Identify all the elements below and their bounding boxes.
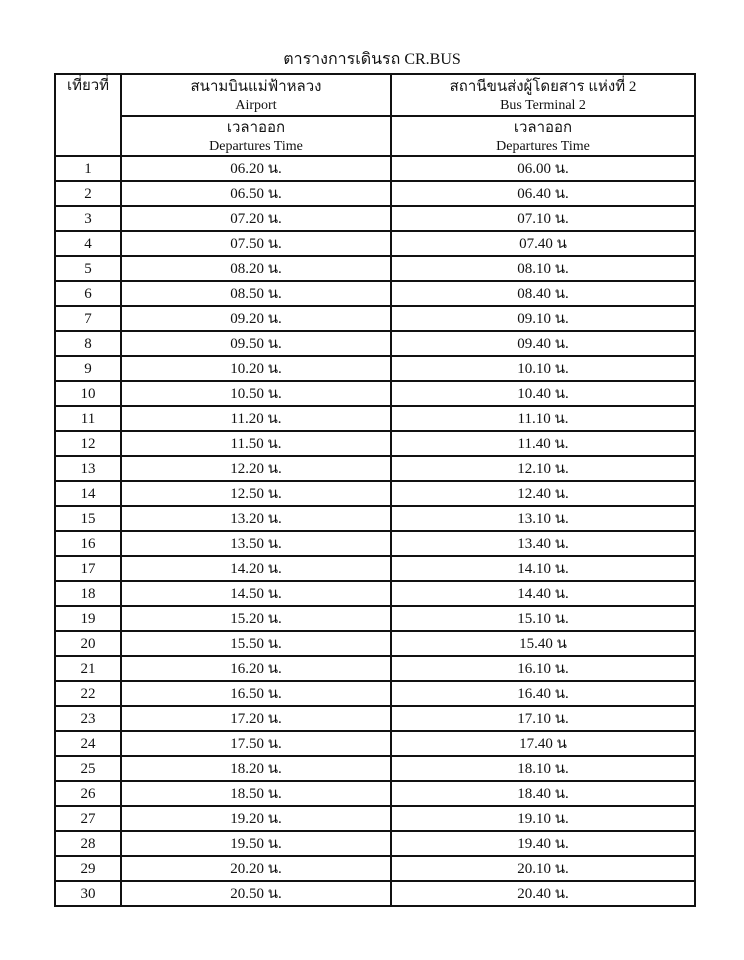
airport-departure-cell: 16.20 น. — [121, 656, 391, 681]
table-row — [55, 781, 695, 806]
airport-departure-thai: เวลาออก — [226, 119, 286, 136]
airport-departure-cell: 15.20 น. — [121, 606, 391, 631]
airport-departure-cell: 10.20 น. — [121, 356, 391, 381]
terminal-departure-cell: 07.40 น — [391, 231, 695, 256]
terminal-departure-cell: 18.10 น. — [391, 756, 695, 781]
terminal-departure-cell: 11.10 น. — [391, 406, 695, 431]
table-row — [55, 481, 695, 506]
table-row — [55, 306, 695, 331]
table-row — [55, 381, 695, 406]
terminal-departure-cell: 10.40 น. — [391, 381, 695, 406]
airport-departure-cell: 06.20 น. — [121, 156, 391, 181]
trip-number-cell: 6 — [55, 281, 121, 306]
table-row — [55, 256, 695, 281]
trip-number-cell: 16 — [55, 531, 121, 556]
airport-departure-cell: 13.20 น. — [121, 506, 391, 531]
airport-departure-cell: 13.50 น. — [121, 531, 391, 556]
trip-number-cell: 20 — [55, 631, 121, 656]
terminal-departure-cell: 13.10 น. — [391, 506, 695, 531]
table-row — [55, 456, 695, 481]
table-row — [55, 531, 695, 556]
airport-departure-cell: 17.20 น. — [121, 706, 391, 731]
terminal-departure-cell: 14.40 น. — [391, 581, 695, 606]
trip-number-cell: 1 — [55, 156, 121, 181]
trip-number-cell: 2 — [55, 181, 121, 206]
terminal-departure-cell: 11.40 น. — [391, 431, 695, 456]
trip-number-cell: 3 — [55, 206, 121, 231]
terminal-departure-cell: 20.10 น. — [391, 856, 695, 881]
trip-number-cell: 9 — [55, 356, 121, 381]
trip-number-cell: 8 — [55, 331, 121, 356]
trip-number-cell: 10 — [55, 381, 121, 406]
trip-number-cell: 24 — [55, 731, 121, 756]
terminal-column-header — [391, 74, 695, 116]
table-row — [55, 706, 695, 731]
terminal-departure-cell: 09.40 น. — [391, 331, 695, 356]
terminal-departure-cell: 07.10 น. — [391, 206, 695, 231]
airport-departure-cell: 11.50 น. — [121, 431, 391, 456]
airport-departure-cell: 08.20 น. — [121, 256, 391, 281]
table-row — [55, 681, 695, 706]
bus-schedule-table — [54, 73, 696, 907]
table-row — [55, 231, 695, 256]
table-row — [55, 756, 695, 781]
airport-departure-cell: 19.50 น. — [121, 831, 391, 856]
airport-departure-cell: 09.20 น. — [121, 306, 391, 331]
terminal-departure-thai: เวลาออก — [513, 119, 573, 136]
trip-number-cell: 4 — [55, 231, 121, 256]
airport-departure-cell: 12.50 น. — [121, 481, 391, 506]
header-row-departures — [55, 116, 695, 156]
terminal-departure-cell: 12.40 น. — [391, 481, 695, 506]
trip-number-cell: 27 — [55, 806, 121, 831]
terminal-departure-cell: 17.10 น. — [391, 706, 695, 731]
table-row — [55, 731, 695, 756]
terminal-departure-cell: 18.40 น. — [391, 781, 695, 806]
trip-number-cell: 29 — [55, 856, 121, 881]
trip-number-cell: 15 — [55, 506, 121, 531]
airport-column-header — [121, 74, 391, 116]
terminal-departure-cell: 15.40 น — [391, 631, 695, 656]
table-row — [55, 656, 695, 681]
airport-departure-cell: 07.50 น. — [121, 231, 391, 256]
terminal-departure-cell: 06.00 น. — [391, 156, 695, 181]
table-row — [55, 181, 695, 206]
terminal-departure-cell: 17.40 น — [391, 731, 695, 756]
airport-departure-cell: 09.50 น. — [121, 331, 391, 356]
terminal-departure-cell: 06.40 น. — [391, 181, 695, 206]
airport-departure-header — [121, 116, 391, 156]
table-row — [55, 631, 695, 656]
trip-column-header: เที่ยวที่ — [55, 74, 121, 156]
table-row — [55, 406, 695, 431]
table-row — [55, 156, 695, 181]
terminal-departure-header — [391, 116, 695, 156]
trip-number-cell: 25 — [55, 756, 121, 781]
table-row — [55, 806, 695, 831]
table-row — [55, 881, 695, 906]
schedule-table-header — [55, 74, 695, 156]
terminal-departure-cell: 19.10 น. — [391, 806, 695, 831]
table-row — [55, 281, 695, 306]
trip-number-cell: 18 — [55, 581, 121, 606]
airport-departure-cell: 11.20 น. — [121, 406, 391, 431]
terminal-header-thai: สถานีขนส่งผู้โดยสาร แห่งที่ 2 — [449, 78, 637, 95]
trip-number-cell: 28 — [55, 831, 121, 856]
table-row — [55, 831, 695, 856]
table-row — [55, 431, 695, 456]
schedule-title: ตารางการเดินรถ CR.BUS — [283, 51, 461, 68]
airport-departure-cell: 19.20 น. — [121, 806, 391, 831]
airport-departure-cell: 17.50 น. — [121, 731, 391, 756]
terminal-departure-cell: 09.10 น. — [391, 306, 695, 331]
airport-departure-cell: 07.20 น. — [121, 206, 391, 231]
trip-number-cell: 23 — [55, 706, 121, 731]
airport-departure-cell: 10.50 น. — [121, 381, 391, 406]
airport-departure-cell: 14.50 น. — [121, 581, 391, 606]
terminal-departure-cell: 16.10 น. — [391, 656, 695, 681]
table-row — [55, 356, 695, 381]
trip-number-cell: 13 — [55, 456, 121, 481]
airport-departure-cell: 20.20 น. — [121, 856, 391, 881]
terminal-departure-cell: 08.40 น. — [391, 281, 695, 306]
airport-departure-cell: 18.50 น. — [121, 781, 391, 806]
table-row — [55, 556, 695, 581]
table-row — [55, 856, 695, 881]
trip-number-cell: 19 — [55, 606, 121, 631]
terminal-departure-cell: 15.10 น. — [391, 606, 695, 631]
table-row — [55, 581, 695, 606]
trip-number-cell: 21 — [55, 656, 121, 681]
table-row — [55, 506, 695, 531]
airport-header-english: Airport — [235, 97, 277, 113]
airport-departure-cell: 14.20 น. — [121, 556, 391, 581]
trip-number-cell: 22 — [55, 681, 121, 706]
airport-departure-cell: 20.50 น. — [121, 881, 391, 906]
terminal-departure-cell: 12.10 น. — [391, 456, 695, 481]
trip-number-cell: 11 — [55, 406, 121, 431]
airport-departure-cell: 18.20 น. — [121, 756, 391, 781]
airport-departure-cell: 15.50 น. — [121, 631, 391, 656]
terminal-header-english: Bus Terminal 2 — [500, 97, 586, 113]
airport-departure-cell: 16.50 น. — [121, 681, 391, 706]
schedule-table-body — [55, 156, 695, 906]
terminal-departure-cell: 16.40 น. — [391, 681, 695, 706]
terminal-departure-cell: 14.10 น. — [391, 556, 695, 581]
table-row — [55, 331, 695, 356]
header-row-locations — [55, 74, 695, 116]
table-row — [55, 606, 695, 631]
terminal-departure-cell: 19.40 น. — [391, 831, 695, 856]
airport-departure-cell: 12.20 น. — [121, 456, 391, 481]
trip-number-cell: 5 — [55, 256, 121, 281]
terminal-departure-cell: 20.40 น. — [391, 881, 695, 906]
airport-header-thai: สนามบินแม่ฟ้าหลวง — [190, 78, 322, 95]
terminal-departure-cell: 13.40 น. — [391, 531, 695, 556]
trip-number-cell: 30 — [55, 881, 121, 906]
terminal-departure-english: Departures Time — [496, 138, 590, 154]
airport-departure-cell: 08.50 น. — [121, 281, 391, 306]
airport-departure-cell: 06.50 น. — [121, 181, 391, 206]
trip-number-cell: 14 — [55, 481, 121, 506]
table-row — [55, 206, 695, 231]
terminal-departure-cell: 08.10 น. — [391, 256, 695, 281]
airport-departure-english: Departures Time — [209, 138, 303, 154]
trip-number-cell: 7 — [55, 306, 121, 331]
trip-number-cell: 12 — [55, 431, 121, 456]
trip-number-cell: 26 — [55, 781, 121, 806]
terminal-departure-cell: 10.10 น. — [391, 356, 695, 381]
trip-number-cell: 17 — [55, 556, 121, 581]
